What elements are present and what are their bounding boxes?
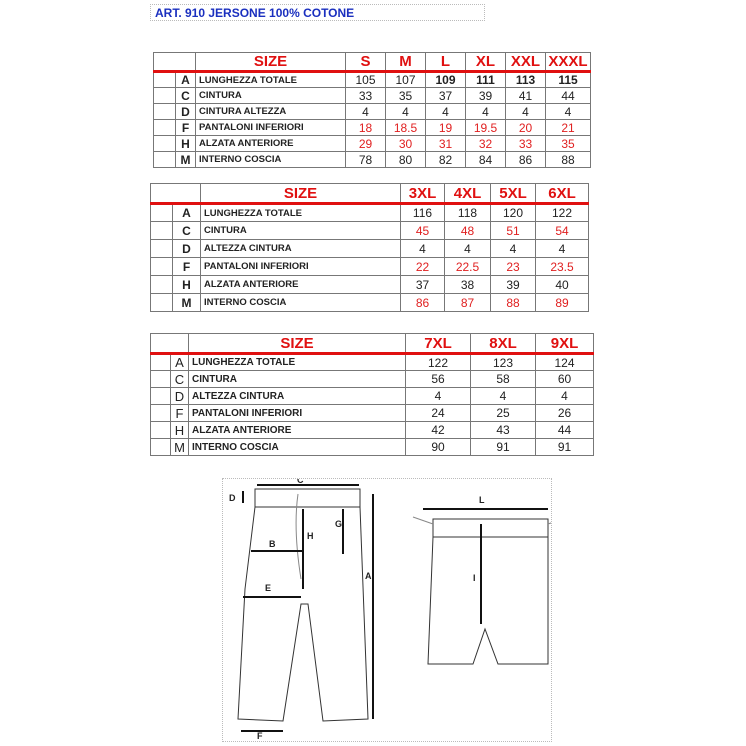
measure-value: 4 — [466, 104, 506, 120]
measure-label: ALZATA ANTERIORE — [201, 276, 401, 294]
empty-cell — [154, 136, 176, 152]
measure-letter: C — [171, 371, 189, 388]
measure-value: 42 — [406, 422, 471, 439]
measure-value: 4 — [445, 240, 491, 258]
measure-label: LUNGHEZZA TOTALE — [196, 72, 346, 88]
measure-value: 39 — [491, 276, 536, 294]
measure-letter: M — [171, 439, 189, 456]
measure-value: 4 — [401, 240, 445, 258]
measure-value: 39 — [466, 88, 506, 104]
measure-value: 45 — [401, 222, 445, 240]
size-column-header: 6XL — [536, 184, 589, 204]
size-column-header: 7XL — [406, 334, 471, 354]
measure-label: CINTURA ALTEZZA — [196, 104, 346, 120]
empty-cell — [151, 222, 173, 240]
table-row — [151, 371, 594, 388]
size-column-header: 9XL — [536, 334, 594, 354]
measure-value: 4 — [546, 104, 591, 120]
measure-value: 22 — [401, 258, 445, 276]
label-c: C — [297, 479, 304, 485]
measure-value: 84 — [466, 152, 506, 168]
measure-letter: H — [171, 422, 189, 439]
measure-value: 43 — [471, 422, 536, 439]
measure-value: 23.5 — [536, 258, 589, 276]
measure-value: 35 — [546, 136, 591, 152]
measure-value: 115 — [546, 72, 591, 88]
measure-value: 118 — [445, 204, 491, 222]
size-column-header: S — [346, 53, 386, 72]
measure-value: 86 — [401, 294, 445, 312]
empty-cell — [151, 294, 173, 312]
measure-value: 113 — [506, 72, 546, 88]
shorts-outline — [428, 537, 548, 664]
table-row — [151, 405, 594, 422]
measure-value: 88 — [491, 294, 536, 312]
empty-cell — [151, 405, 171, 422]
measure-value: 19.5 — [466, 120, 506, 136]
measure-value: 60 — [536, 371, 594, 388]
measure-value: 4 — [406, 388, 471, 405]
empty-cell — [151, 240, 173, 258]
measure-value: 91 — [536, 439, 594, 456]
measure-value: 38 — [445, 276, 491, 294]
measure-value: 24 — [406, 405, 471, 422]
measure-value: 31 — [426, 136, 466, 152]
measure-value: 18.5 — [386, 120, 426, 136]
measure-value: 4 — [426, 104, 466, 120]
label-l: L — [479, 495, 485, 505]
measure-value: 122 — [406, 354, 471, 371]
measure-value: 33 — [346, 88, 386, 104]
measure-value: 82 — [426, 152, 466, 168]
empty-cell — [151, 422, 171, 439]
measure-label: CINTURA — [201, 222, 401, 240]
size-column-header: 3XL — [401, 184, 445, 204]
measure-value: 116 — [401, 204, 445, 222]
empty-cell — [154, 152, 176, 168]
measure-value: 56 — [406, 371, 471, 388]
article-title: ART. 910 JERSONE 100% COTONE — [150, 4, 485, 21]
waistband — [255, 489, 360, 507]
measure-value: 48 — [445, 222, 491, 240]
measure-value: 30 — [386, 136, 426, 152]
measure-value: 105 — [346, 72, 386, 88]
label-i: I — [473, 573, 476, 583]
table-row — [151, 354, 594, 371]
measure-label: ALTEZZA CINTURA — [189, 388, 406, 405]
measure-value: 124 — [536, 354, 594, 371]
measure-letter: A — [173, 204, 201, 222]
label-f: F — [257, 731, 263, 741]
measure-value: 88 — [546, 152, 591, 168]
label-d: D — [229, 493, 236, 503]
measure-value: 78 — [346, 152, 386, 168]
measure-label: INTERNO COSCIA — [196, 152, 346, 168]
measure-value: 23 — [491, 258, 536, 276]
measure-value: 32 — [466, 136, 506, 152]
measure-letter: D — [171, 388, 189, 405]
measure-letter: F — [171, 405, 189, 422]
empty-cell — [151, 258, 173, 276]
measurement-diagram — [222, 478, 552, 742]
table-row — [151, 204, 589, 222]
empty-cell — [151, 204, 173, 222]
measure-letter: C — [173, 222, 201, 240]
measure-letter: A — [176, 72, 196, 88]
measure-value: 18 — [346, 120, 386, 136]
table-row — [151, 240, 589, 258]
measure-value: 4 — [536, 240, 589, 258]
measure-label: CINTURA — [196, 88, 346, 104]
size-table-1 — [153, 52, 591, 168]
measure-label: INTERNO COSCIA — [201, 294, 401, 312]
measure-value: 4 — [491, 240, 536, 258]
table-row — [154, 88, 591, 104]
header-row — [154, 53, 591, 72]
header-row — [151, 334, 594, 354]
label-b: B — [269, 539, 276, 549]
measure-label: CINTURA — [189, 371, 406, 388]
pants-diagram — [223, 479, 551, 741]
measure-value: 54 — [536, 222, 589, 240]
measure-value: 35 — [386, 88, 426, 104]
size-column-header: M — [386, 53, 426, 72]
measure-value: 109 — [426, 72, 466, 88]
measure-value: 44 — [546, 88, 591, 104]
measure-value: 19 — [426, 120, 466, 136]
size-column-header: 8XL — [471, 334, 536, 354]
table-row — [154, 136, 591, 152]
size-header: SIZE — [201, 184, 401, 204]
measure-label: INTERNO COSCIA — [189, 439, 406, 456]
measure-label: PANTALONI INFERIORI — [189, 405, 406, 422]
empty-cell — [151, 388, 171, 405]
measure-label: PANTALONI INFERIORI — [196, 120, 346, 136]
measure-value: 51 — [491, 222, 536, 240]
measure-letter: M — [176, 152, 196, 168]
table-row — [154, 152, 591, 168]
measure-value: 41 — [506, 88, 546, 104]
table-row — [151, 222, 589, 240]
table-row — [154, 104, 591, 120]
measure-letter: D — [173, 240, 201, 258]
measure-value: 90 — [406, 439, 471, 456]
measure-value: 20 — [506, 120, 546, 136]
measure-value: 4 — [536, 388, 594, 405]
table-row — [151, 276, 589, 294]
table-row — [151, 294, 589, 312]
size-column-header: 5XL — [491, 184, 536, 204]
size-column-header: L — [426, 53, 466, 72]
measure-letter: F — [176, 120, 196, 136]
measure-value: 122 — [536, 204, 589, 222]
empty-cell — [154, 72, 176, 88]
size-header: SIZE — [196, 53, 346, 72]
measure-value: 37 — [401, 276, 445, 294]
empty-cell — [151, 276, 173, 294]
empty-cell — [151, 354, 171, 371]
measure-value: 26 — [536, 405, 594, 422]
size-header: SIZE — [189, 334, 406, 354]
measure-value: 4 — [386, 104, 426, 120]
measure-value: 29 — [346, 136, 386, 152]
measure-value: 25 — [471, 405, 536, 422]
measure-value: 111 — [466, 72, 506, 88]
measure-value: 21 — [546, 120, 591, 136]
empty-cell — [154, 104, 176, 120]
measure-letter: H — [173, 276, 201, 294]
measure-letter: H — [176, 136, 196, 152]
label-e: E — [265, 583, 272, 593]
measure-label: LUNGHEZZA TOTALE — [189, 354, 406, 371]
measure-value: 40 — [536, 276, 589, 294]
empty-cell — [154, 53, 196, 72]
measure-value: 80 — [386, 152, 426, 168]
measure-letter: C — [176, 88, 196, 104]
measure-value: 4 — [346, 104, 386, 120]
header-row — [151, 184, 589, 204]
label-g: G — [335, 519, 343, 529]
measure-letter: A — [171, 354, 189, 371]
size-column-header: XL — [466, 53, 506, 72]
measure-label: PANTALONI INFERIORI — [201, 258, 401, 276]
measure-value: 91 — [471, 439, 536, 456]
measure-value: 4 — [471, 388, 536, 405]
size-column-header: 4XL — [445, 184, 491, 204]
size-column-header: XXXL — [546, 53, 591, 72]
measure-letter: F — [173, 258, 201, 276]
table-row — [151, 388, 594, 405]
measure-value: 86 — [506, 152, 546, 168]
label-a: A — [365, 571, 372, 581]
measure-label: ALZATA ANTERIORE — [189, 422, 406, 439]
label-h: H — [307, 531, 314, 541]
measure-value: 4 — [506, 104, 546, 120]
measure-value: 37 — [426, 88, 466, 104]
empty-cell — [151, 371, 171, 388]
empty-cell — [151, 334, 189, 354]
size-table-2 — [150, 183, 589, 312]
table-row — [154, 72, 591, 88]
measure-label: ALTEZZA CINTURA — [201, 240, 401, 258]
measure-value: 107 — [386, 72, 426, 88]
measure-value: 89 — [536, 294, 589, 312]
measure-value: 22.5 — [445, 258, 491, 276]
measure-label: ALZATA ANTERIORE — [196, 136, 346, 152]
shorts-waistband — [433, 519, 548, 537]
table-row — [151, 422, 594, 439]
empty-cell — [151, 439, 171, 456]
measure-value: 87 — [445, 294, 491, 312]
measure-value: 58 — [471, 371, 536, 388]
table-row — [154, 120, 591, 136]
empty-cell — [154, 88, 176, 104]
size-column-header: XXL — [506, 53, 546, 72]
measure-value: 33 — [506, 136, 546, 152]
empty-cell — [154, 120, 176, 136]
measure-letter: D — [176, 104, 196, 120]
empty-cell — [151, 184, 201, 204]
measure-value: 120 — [491, 204, 536, 222]
measure-value: 44 — [536, 422, 594, 439]
measure-value: 123 — [471, 354, 536, 371]
measure-label: LUNGHEZZA TOTALE — [201, 204, 401, 222]
table-row — [151, 439, 594, 456]
measure-letter: M — [173, 294, 201, 312]
size-table-3 — [150, 333, 594, 456]
table-row — [151, 258, 589, 276]
